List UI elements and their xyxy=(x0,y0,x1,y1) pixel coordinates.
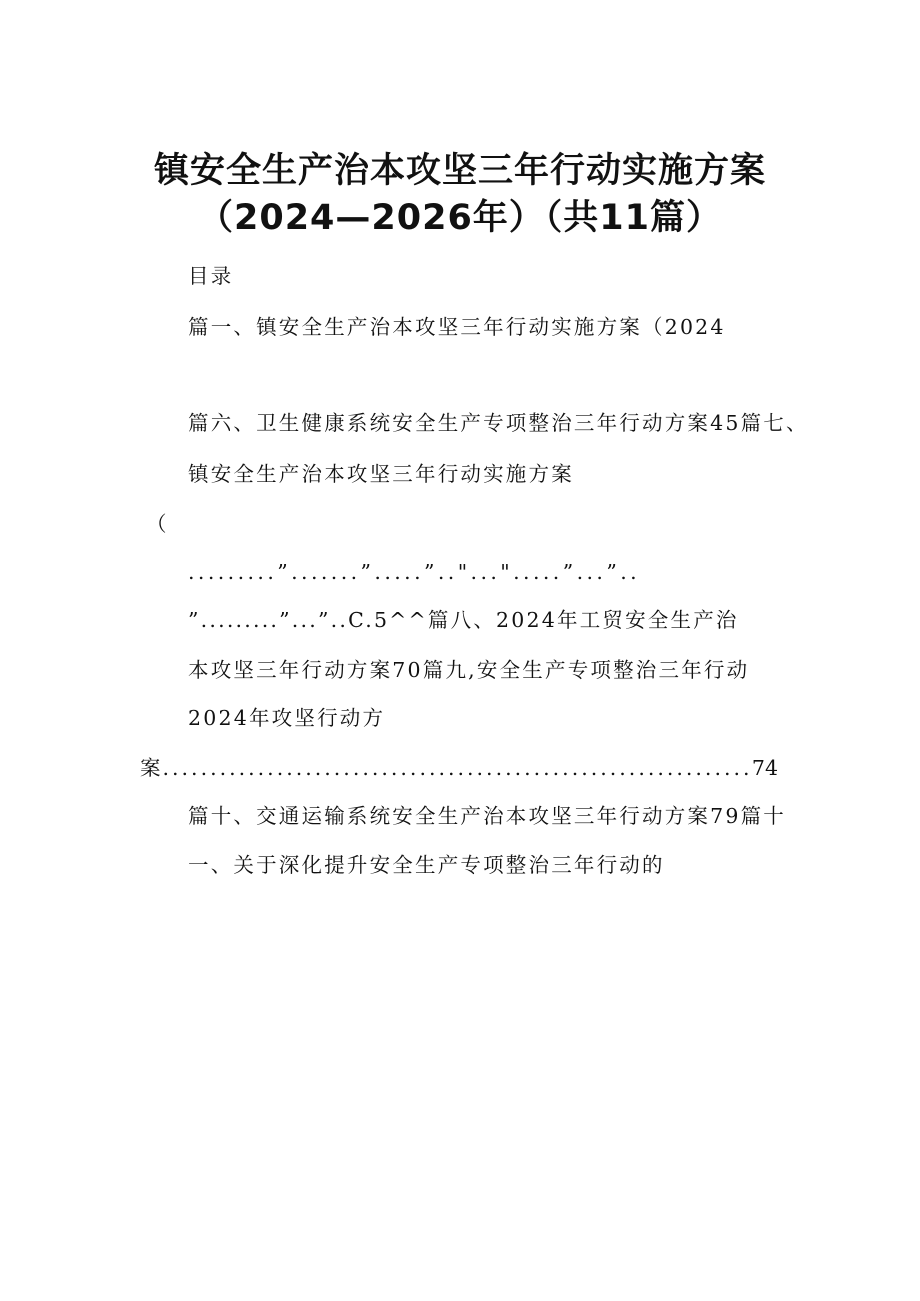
toc-line: 篇六、卫生健康系统安全生产专项整治三年行动方案45篇七、 xyxy=(188,411,809,435)
dot-leader xyxy=(163,758,750,779)
toc-line: .........”.......”.....”.."...".....”...”.. xyxy=(188,560,641,584)
toc-leader-label: 案 xyxy=(140,756,161,780)
toc-line: （ xyxy=(146,512,169,536)
toc-line: 本攻坚三年行动方案70篇九,安全生产专项整治三年行动 xyxy=(188,658,750,682)
toc-leader-entry xyxy=(140,758,778,779)
toc-line: 一、关于深化提升安全生产专项整治三年行动的 xyxy=(188,853,665,877)
toc-page-number: 74 xyxy=(751,756,778,780)
toc-line: ”.........”...”..C.5^^篇八、2024年工贸安全生产治 xyxy=(188,608,739,632)
toc-heading: 目录 xyxy=(188,264,234,288)
toc-line: 镇安全生产治本攻坚三年行动实施方案 xyxy=(188,462,574,486)
document-title-line2: （2024—2026年）（共11篇） xyxy=(197,198,723,238)
document-title-line1: 镇安全生产治本攻坚三年行动实施方案 xyxy=(153,151,766,191)
toc-line: 篇一、镇安全生产治本攻坚三年行动实施方案（2024 xyxy=(188,315,726,339)
toc-line: 2024年攻坚行动方 xyxy=(188,706,386,730)
toc-line: 篇十、交通运输系统安全生产治本攻坚三年行动方案79篇十 xyxy=(188,804,786,828)
